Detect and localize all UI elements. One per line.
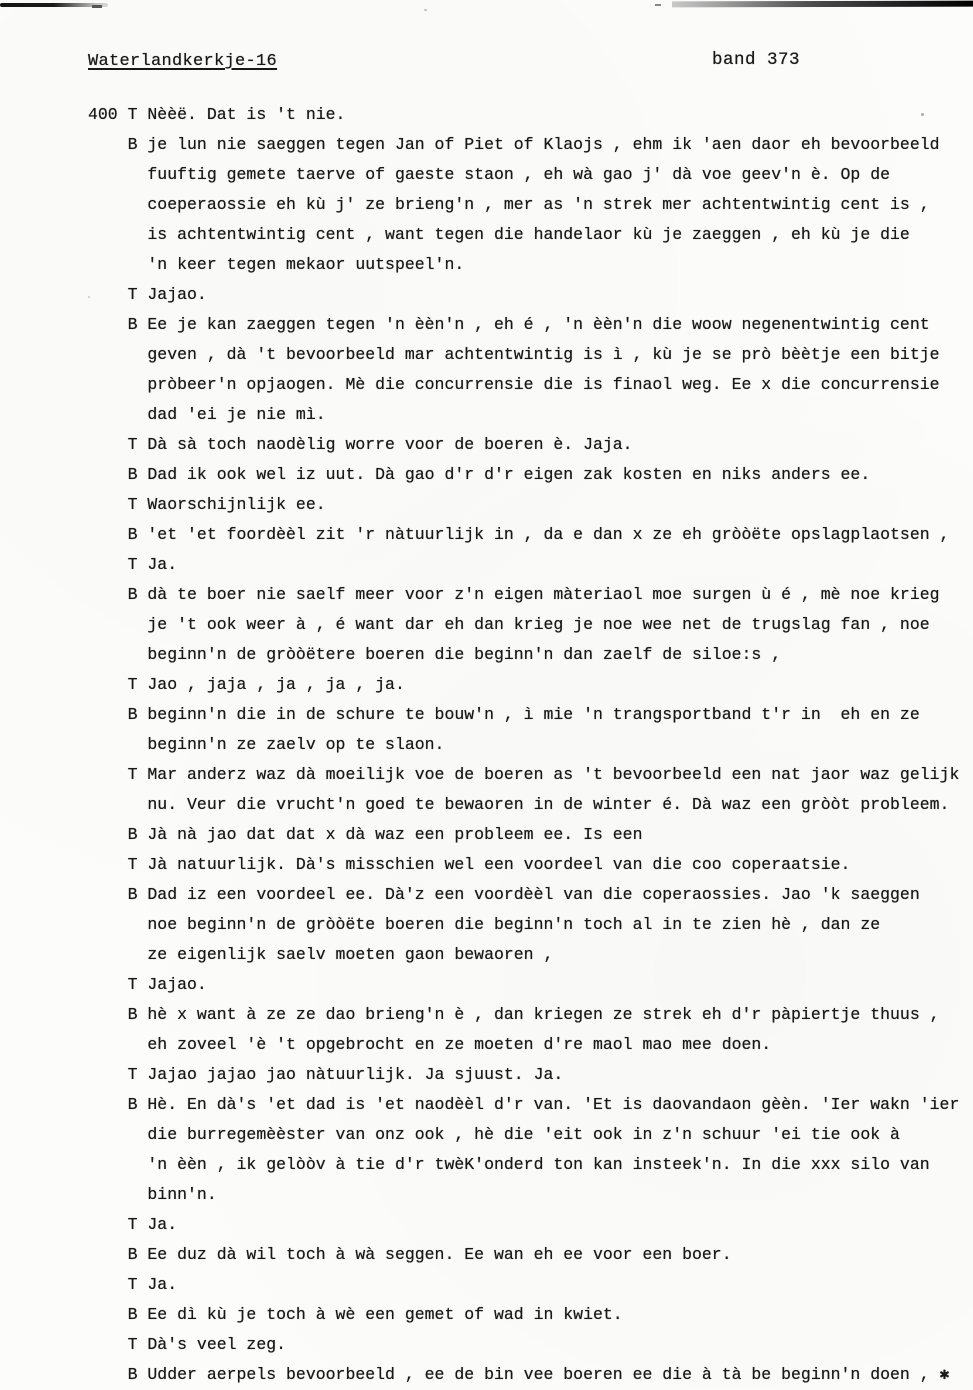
transcript-line: je 't ook weer à , é want dar eh dan krieg je noe wee net de trugslag fan , noe [88,615,930,634]
transcript-line: T Jajao jajao jao nàtuurlijk. Ja sjuust. Ja. [88,1065,564,1084]
transcript-line: B Dad ik ook wel iz uut. Dà gao d'r d'r eigen zak kosten en niks anders ee. [88,465,871,484]
transcript-line: beginn'n ze zaelv op te slaon. [88,735,445,754]
transcript-line: B Ee je kan zaeggen tegen 'n èèn'n , eh é , 'n èèn'n die woow negenentwintig cent [88,315,930,334]
transcript-line: T Mar anderz waz dà moeilijk voe de boeren as 't bevoorbeeld een nat jaor waz gelijk [88,765,960,784]
transcript-line: T Ja. [88,1275,178,1294]
transcript-line: B hè x want à ze ze dao brieng'n è , dan kriegen ze strek eh d'r pàpiertje thuus , [88,1005,940,1024]
transcript-line: 'n keer tegen mekaor uutspeel'n. [88,255,465,274]
transcript-line: binn'n. [88,1185,217,1204]
transcript-line: B Udder aerpels bevoorbeeld , ee de bin vee boeren ee die à tà be beginn'n doen , ✱ [88,1365,950,1384]
scan-artifact-top-right-dash [655,4,661,6]
transcript-line: beginn'n de gròòëtere boeren die beginn'n dan zaelf de siloe:s , [88,645,782,664]
transcript-line: noe beginn'n de gròòëte boeren die beginn'n toch al in te zien hè , dan ze [88,915,881,934]
transcript-line: eh zoveel 'è 't opgebrocht en ze moeten d're maol mao mee doen. [88,1035,772,1054]
transcript-line: T Ja. [88,1215,178,1234]
transcript-line: T Jajao. [88,975,207,994]
transcript-line: fuuftig gemete taerve of gaeste staon , eh wà gao j' dà voe geev'n è. Op de [88,165,891,184]
transcript-line: B 'et 'et foordèèl zit 'r nàtuurlijk in , da e dan x ze eh gròòëte opslagplaotsen , [88,525,950,544]
transcript-line: B Ee dì kù je toch à wè een gemet of wad in kwiet. [88,1305,623,1324]
transcript-line: T Dà sà toch naodèlig worre voor de boeren è. Jaja. [88,435,633,454]
transcript-line: B Jà nà jao dat dat x dà waz een probleem ee. Is een [88,825,643,844]
transcript-line: geven , dà 't bevoorbeeld mar achtentwintig is ì , kù je se prò bèètje een bitje [88,345,940,364]
transcript-line: B Ee duz dà wil toch à wà seggen. Ee wan eh ee voor een boer. [88,1245,732,1264]
transcript-line: T Jao , jaja , ja , ja , ja. [88,675,405,694]
transcript-line: 'n èèn , ik gelòòv à tie d'r twèK'onderd ton kan insteek'n. In die xxx silo van [88,1155,930,1174]
transcript-line: T Ja. [88,555,178,574]
transcript-line: pròbeer'n opjaogen. Mè die concurrensie die is finaol weg. Ee x die concurrensie [88,375,940,394]
transcript-line: B dà te boer nie saelf meer voor z'n eigen màteriaol moe surgen ù é , mè noe krieg [88,585,940,604]
page-title: Waterlandkerkje-16 [88,52,278,71]
transcript-line: B beginn'n die in de schure te bouw'n , ì mie 'n trangsportband t'r in eh en ze [88,705,920,724]
transcript-line: ze eigenlijk saelv moeten gaon bewaoren , [88,945,554,964]
scan-artifact-top-right [672,1,973,8]
transcript-line: T Jajao. [88,285,207,304]
transcript [88,100,973,1390]
scan-artifact-top-left-tick [92,5,102,8]
transcript-line: dad 'ei je nie mì. [88,405,326,424]
transcript-line: B Hè. En dà's 'et dad is 'et naodèèl d'r van. 'Et is daovandaon gèèn. 'Ier wakn 'ier [88,1095,960,1114]
transcript-line: B Dad iz een voordeel ee. Dà'z een voordèèl van die coperaossies. Jao 'k saeggen [88,885,920,904]
transcript-line: is achtentwintig cent , want tegen die handelaor kù je zaeggen , eh kù je die [88,225,910,244]
transcript-line: nu. Veur die vrucht'n goed te bewaoren in de winter é. Dà waz een gròòt probleem. [88,795,950,814]
transcript-line: coeperaossie eh kù j' ze brieng'n , mer as 'n strek mer achtentwintig cent is , [88,195,930,214]
scan-speck [424,9,427,11]
transcript-line: T Jà natuurlijk. Dà's misschien wel een voordeel van die coo coperaatsie. [88,855,851,874]
transcript-line: B je lun nie saeggen tegen Jan of Piet of Klaojs , ehm ik 'aen daor eh bevoorbeeld [88,135,940,154]
transcript-line: T Dà's veel zeg. [88,1335,287,1354]
transcript-line: die burregemèèster van onz ook , hè die 'eit ook in z'n schuur 'ei tie ook à [88,1125,900,1144]
band-number: band 373 [712,50,801,70]
transcript-line: T Waorschijnlijk ee. [88,495,326,514]
transcript-line: 400 T Nèèë. Dat is 't nie. [88,105,346,124]
